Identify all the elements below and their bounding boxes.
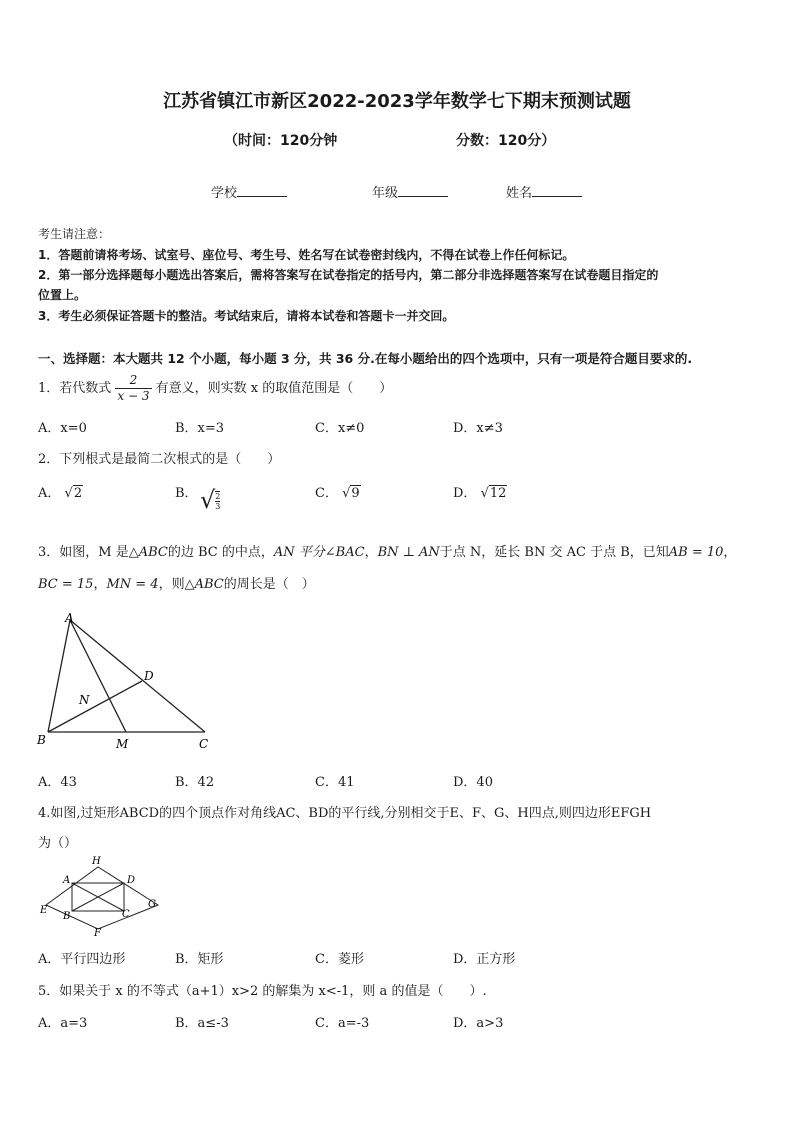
sqrt-2: √2 xyxy=(64,486,83,501)
sqrt-fraction xyxy=(200,486,220,514)
q4-option-a[interactable]: A．平行四边形 xyxy=(38,952,126,967)
grade-label: 年级 xyxy=(372,186,399,201)
school-label: 学校 xyxy=(211,186,238,201)
q1-option-a[interactable]: A．x=0 xyxy=(38,421,87,436)
q1-numerator: 2 xyxy=(129,373,138,387)
exam-time: （时间：120分钟 xyxy=(224,133,338,149)
segment-bd xyxy=(48,681,142,732)
q1-option-b[interactable]: B．x=3 xyxy=(175,421,225,436)
q3-ab: AB = 10 xyxy=(668,545,724,560)
school-blank[interactable] xyxy=(237,184,287,197)
name-field[interactable] xyxy=(506,182,582,201)
question-4-line-1: 4.如图,过矩形ABCD的四个顶点作对角线AC、BD的平行线,分别相交于E、F、G、H四点,则四边形EFGH xyxy=(38,806,652,821)
notice-item-3: 3．考生必须保证答题卡的整洁。考试结束后，请将本试卷和答题卡一并交回。 xyxy=(38,309,455,323)
q3-text-c: ， xyxy=(364,545,378,560)
q3-option-c[interactable]: C．41 xyxy=(315,775,355,790)
q3-bisector: AN 平分∠BAC xyxy=(273,545,365,560)
q5-option-d[interactable]: D．a>3 xyxy=(453,1016,504,1031)
notice-item-2-cont: 位置上。 xyxy=(38,288,87,302)
label-c: C xyxy=(199,737,209,751)
sqrt-frac-den: 3 xyxy=(215,502,221,511)
q3-text-e: ， xyxy=(723,545,737,560)
q4-option-d[interactable]: D．正方形 xyxy=(453,952,516,967)
grade-field[interactable] xyxy=(372,182,448,201)
q3-triangle-figure xyxy=(30,605,220,755)
label-a: A xyxy=(63,875,71,886)
radical-sign-icon: √ xyxy=(200,486,216,514)
q2-label-a: A． xyxy=(38,486,61,501)
q3-bc: BC = 15 xyxy=(38,577,94,592)
sqrt-12-radicand: 12 xyxy=(489,486,507,501)
question-2: 2．下列根式是最简二次根式的是（ ） xyxy=(38,452,281,467)
q3-text-d: 于点 N，延长 BN 交 AC 于点 B，已知 xyxy=(439,545,669,560)
question-3-line-2 xyxy=(38,573,315,592)
label-c: C xyxy=(122,909,130,920)
q1-option-d[interactable]: D．x≠3 xyxy=(453,421,503,436)
school-field[interactable] xyxy=(211,182,287,201)
q3-text-g: ，则 xyxy=(158,577,185,592)
segment-ac xyxy=(70,620,205,732)
sqrt-9: √9 xyxy=(342,486,360,501)
name-blank[interactable] xyxy=(532,184,582,197)
label-a: A xyxy=(65,611,74,625)
q3-triangle: △ABC xyxy=(128,545,168,560)
label-b: B xyxy=(37,733,46,747)
q2-option-a[interactable] xyxy=(38,482,83,501)
q5-option-c[interactable]: C．a=-3 xyxy=(315,1016,370,1031)
q3-option-b[interactable]: B．42 xyxy=(175,775,215,790)
q1-option-c[interactable]: C．x≠0 xyxy=(315,421,365,436)
sqrt-9-radicand: 9 xyxy=(351,486,360,501)
q2-label-d: D． xyxy=(453,486,477,501)
sqrt-fraction-body xyxy=(215,491,220,511)
q1-suffix: 有意义，则实数 x 的取值范围是（ ） xyxy=(155,381,393,396)
sqrt-12: √12 xyxy=(480,486,507,501)
question-5: 5．如果关于 x 的不等式（a+1）x>2 的解集为 x<-1，则 a 的值是（ ）. xyxy=(38,984,487,999)
q2-option-b[interactable] xyxy=(175,482,198,501)
notice-item-1: 1．答题前请将考场、试室号、座位号、考生号、姓名写在试卷密封线内，不得在试卷上作任何标记。 xyxy=(38,248,575,262)
q2-option-d[interactable] xyxy=(453,482,507,501)
question-1 xyxy=(38,369,392,409)
q3-mn: MN = 4 xyxy=(106,577,159,592)
notice-item-2: 2．第一部分选择题每小题选出答案后，需将答案写在试卷指定的括号内，第二部分非选择题答案写在试卷题目指定的 xyxy=(38,268,659,282)
label-h: H xyxy=(92,856,101,867)
q5-option-b[interactable]: B．a≤-3 xyxy=(175,1016,229,1031)
label-d: D xyxy=(144,669,154,683)
q5-option-a[interactable]: A．a=3 xyxy=(38,1016,88,1031)
label-n: N xyxy=(79,693,90,707)
q2-label-b: B． xyxy=(175,486,198,501)
q3-text-f: ， xyxy=(93,577,107,592)
q1-prefix: 1．若代数式 xyxy=(38,381,112,396)
question-3-line-1 xyxy=(38,541,736,560)
segment-ab xyxy=(48,620,70,732)
q4-option-b[interactable]: B．矩形 xyxy=(175,952,224,967)
q4-option-c[interactable]: C．菱形 xyxy=(315,952,364,967)
label-e: E xyxy=(40,905,48,916)
question-4-line-2: 为（） xyxy=(38,836,78,851)
q2-label-c: C． xyxy=(315,486,338,501)
label-f: F xyxy=(94,928,101,938)
label-d: D xyxy=(127,875,136,886)
label-b: B xyxy=(63,911,71,922)
q1-denominator: x − 3 xyxy=(117,389,150,403)
q3-option-a[interactable]: A．43 xyxy=(38,775,77,790)
q4-rhombus-figure xyxy=(34,853,164,938)
label-m: M xyxy=(116,737,129,751)
notice-heading: 考生请注意： xyxy=(38,227,111,241)
q3-perpendicular: BN ⊥ AN xyxy=(377,545,440,560)
exam-score: 分数：120分） xyxy=(456,133,556,149)
grade-blank[interactable] xyxy=(398,184,448,197)
label-g: G xyxy=(148,899,156,910)
q3-triangle-2: △ABC xyxy=(184,577,224,592)
q1-fraction xyxy=(115,373,151,404)
section-heading: 一、选择题：本大题共 12 个小题，每小题 3 分，共 36 分.在每小题给出的四个选项中，只有一项是符合题目要求的. xyxy=(38,351,693,366)
sqrt-frac-num: 2 xyxy=(215,492,221,501)
q3-text-h: 的周长是（ ） xyxy=(223,577,315,592)
q3-option-d[interactable]: D．40 xyxy=(453,775,493,790)
page-title: 江苏省镇江市新区2022-2023学年数学七下期末预测试题 xyxy=(163,91,631,112)
q3-text-b: 的边 BC 的中点， xyxy=(167,545,274,560)
name-label: 姓名 xyxy=(506,186,533,201)
sqrt-2-radicand: 2 xyxy=(73,486,83,501)
q2-option-c[interactable] xyxy=(315,482,361,501)
q3-text-a: 3．如图，M 是 xyxy=(38,545,129,560)
